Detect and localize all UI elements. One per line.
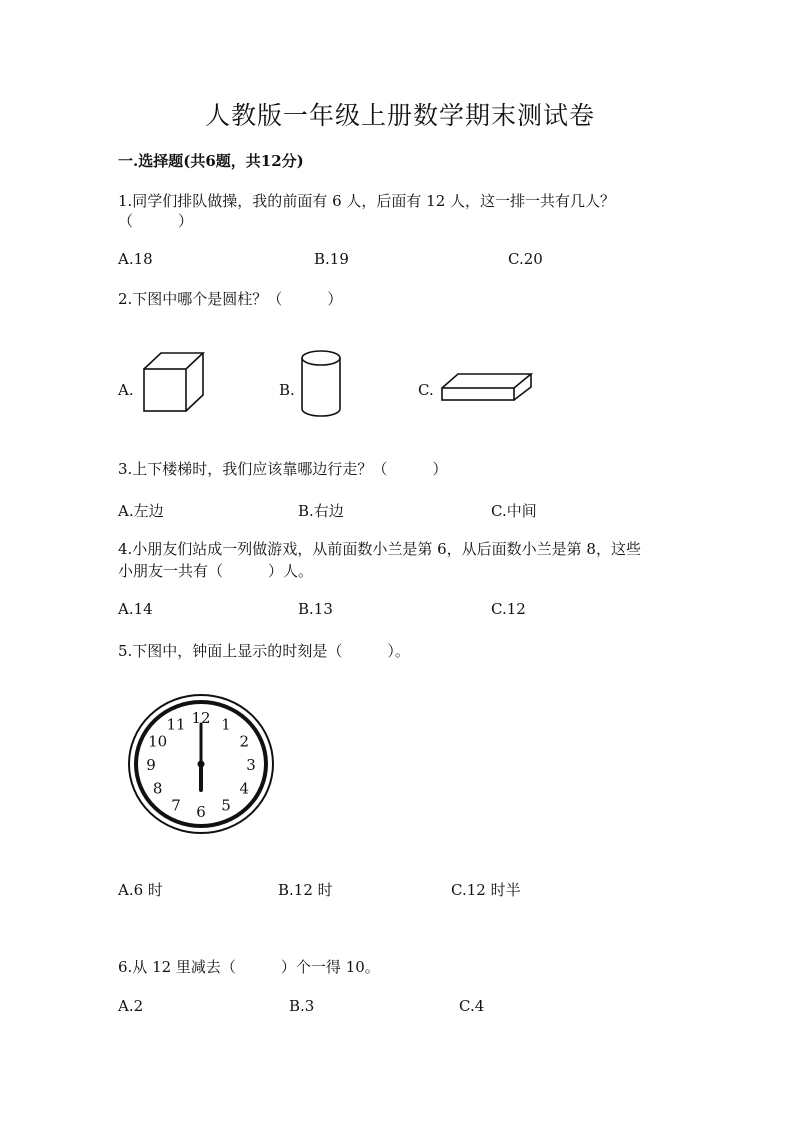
question-4-text: 4.小朋友们站成一列做游戏，从前面数小兰是第 6，从后面数小兰是第 8，这些: [118, 540, 641, 558]
clock-center-dot: [198, 761, 205, 768]
q6-option-a[interactable]: A.2: [118, 997, 144, 1015]
clock-number: 7: [171, 796, 181, 815]
q4-option-b[interactable]: B.13: [298, 600, 333, 618]
cube-figure: [143, 352, 205, 414]
q5-option-c[interactable]: C.12 时半: [451, 881, 521, 899]
clock-number: 12: [191, 709, 211, 727]
clock-face-figure: [126, 692, 276, 836]
q2-option-b[interactable]: B.: [279, 381, 295, 399]
question-1-blank: （ ）: [118, 212, 194, 230]
q5-option-a[interactable]: A.6 时: [118, 881, 163, 899]
cuboid-figure: [441, 372, 533, 402]
q1-option-b[interactable]: B.19: [314, 250, 349, 268]
section-heading: 一.选择题(共6题，共12分): [118, 152, 304, 170]
clock-number: 9: [146, 756, 156, 774]
q4-option-c[interactable]: C.12: [491, 600, 526, 618]
clock-number: 1: [221, 715, 231, 734]
question-1-text: 1.同学们排队做操，我的前面有 6 人，后面有 12 人，这一排一共有几人？: [118, 192, 616, 210]
question-5-text: 5.下图中，钟面上显示的时刻是（ ）。: [118, 642, 410, 660]
clock-number: 5: [221, 796, 231, 815]
q6-option-b[interactable]: B.3: [289, 997, 315, 1015]
q3-option-b[interactable]: B.右边: [298, 502, 344, 520]
q1-option-c[interactable]: C.20: [508, 250, 543, 268]
q3-option-a[interactable]: A.左边: [118, 502, 164, 520]
question-2-text: 2.下图中哪个是圆柱？（ ）: [118, 290, 343, 308]
q6-option-c[interactable]: C.4: [459, 997, 485, 1015]
clock-number: 10: [148, 732, 168, 751]
q5-option-b[interactable]: B.12 时: [278, 881, 333, 899]
clock-number: 3: [246, 756, 256, 774]
q2-option-a[interactable]: A.: [118, 381, 134, 399]
clock-number: 6: [196, 803, 206, 821]
question-6-text: 6.从 12 里减去（ ）个一得 10。: [118, 958, 380, 976]
question-4-text-cont: 小朋友一共有（ ）人。: [118, 562, 314, 580]
clock-number: 8: [152, 779, 163, 798]
clock-number: 2: [239, 732, 250, 751]
q4-option-a[interactable]: A.14: [118, 600, 153, 618]
page-title: 人教版一年级上册数学期末测试卷: [204, 101, 595, 130]
cylinder-figure: [300, 349, 342, 419]
q2-option-c[interactable]: C.: [418, 381, 434, 399]
question-3-text: 3.上下楼梯时，我们应该靠哪边行走？（ ）: [118, 460, 448, 478]
q1-option-a[interactable]: A.18: [118, 250, 153, 268]
clock-number: 4: [239, 779, 250, 798]
q3-option-c[interactable]: C.中间: [491, 502, 537, 520]
clock-number: 11: [166, 715, 186, 734]
